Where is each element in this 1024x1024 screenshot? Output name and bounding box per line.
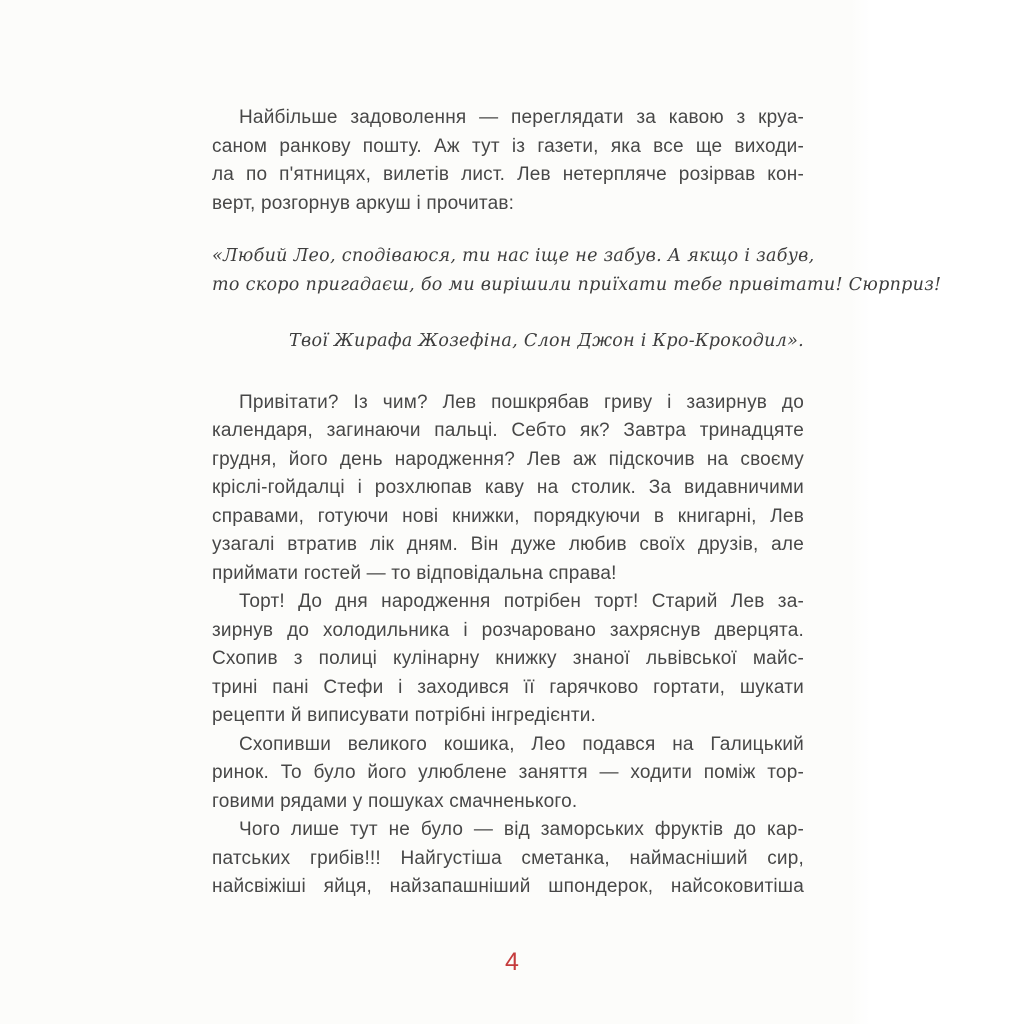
paragraph — [212, 104, 804, 218]
text-line: то скоро пригадаєш, бо ми вирішили приїхати тебе привітати! Сюрприз! — [212, 274, 942, 295]
text-line: Чого лише тут не було — від заморських фруктів до кар- — [239, 819, 804, 840]
text-line: кріслі-гойдалці і розхлюпав каву на столик. За видавничими — [212, 477, 804, 498]
text-line: верт, розгорнув аркуш і прочитав: — [212, 192, 515, 214]
text-line: найсвіжіші яйця, найзапашніший шпондерок, найсоковитіша — [212, 876, 804, 897]
text-line: справами, готуючи нові книжки, порядкуючи в книгарні, Лев — [212, 505, 804, 527]
text-line: патських грибів!!! Найгустіша сметанка, наймасніший сир, — [212, 847, 804, 869]
text-line: говими рядами у пошуках смачненького. — [212, 790, 578, 812]
text-line: Привітати? Із чим? Лев пошкрябав гриву і зазирнув до — [239, 391, 804, 413]
text-line: ла по п'ятницях, вилетів лист. Лев нетерпляче розірвав кон- — [212, 164, 804, 185]
text-line: ринок. То було його улюблене заняття — ходити поміж тор- — [212, 762, 804, 783]
text-line: Схопивши великого кошика, Лео подався на Галицький — [239, 733, 804, 755]
text-line: Торт! До дня народження потрібен торт! Старий Лев за- — [239, 591, 804, 612]
text-line: «Любий Лео, сподіваюся, ти нас іще не забув. А якщо і забув, — [212, 246, 815, 266]
text-line: грудня, його день народження? Лев аж підскочив на своєму — [212, 448, 804, 470]
paragraph — [212, 731, 804, 817]
text-line: календаря, загинаючи пальці. Себто як? Завтра тринадцяте — [212, 420, 804, 441]
text-line: Найбільше задоволення — переглядати за кавою з круа- — [239, 107, 804, 128]
paragraph — [212, 816, 804, 902]
paragraph — [212, 588, 804, 731]
text-line: саном ранкову пошту. Аж тут із газети, яка все ще виходи- — [212, 135, 804, 157]
page-number: 4 — [505, 948, 519, 976]
paragraph — [212, 389, 804, 589]
text-line: приймати гостей — то відповідальна справа! — [212, 562, 617, 584]
letter-block — [212, 242, 942, 299]
text-line: узагалі втратив лік дням. Він дуже любив своїх друзів, але — [212, 534, 804, 555]
text-line: зирнув до холодильника і розчаровано захряснув дверцята. — [212, 619, 804, 641]
text-line: Твої Жирафа Жозефіна, Слон Джон і Кро-Крокодил». — [289, 331, 804, 351]
text-line: Схопив з полиці кулінарну книжку знаної львівської майс- — [212, 648, 804, 669]
text-line: трині пані Стефи і заходився її гарячково гортати, шукати — [212, 676, 804, 698]
signature-block — [212, 327, 804, 356]
text-line: рецепти й виписувати потрібні інгредієнти. — [212, 705, 597, 726]
text-column — [212, 104, 942, 902]
